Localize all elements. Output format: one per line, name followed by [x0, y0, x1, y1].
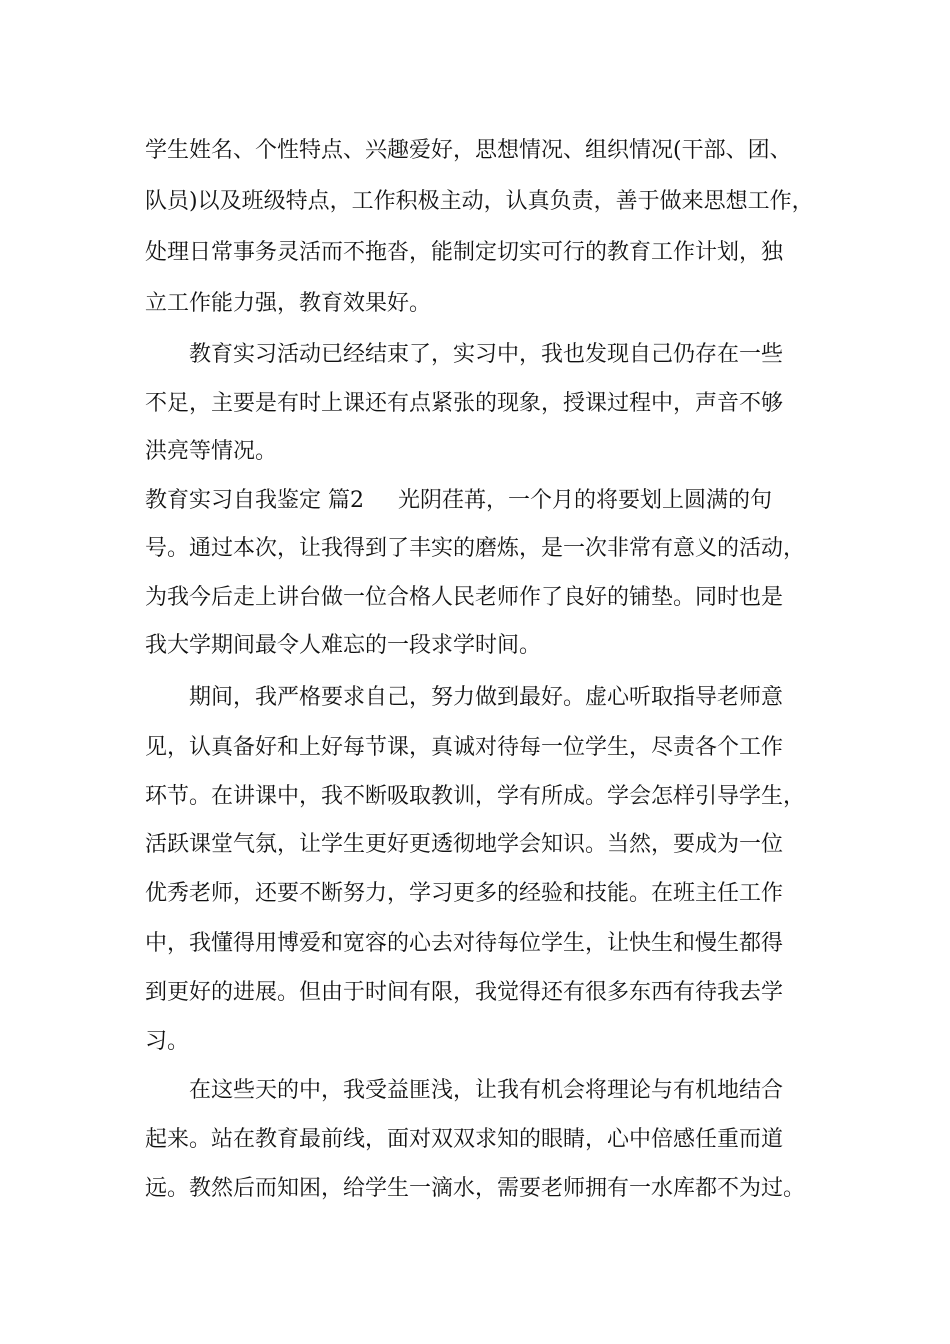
- text-line: 不足，主要是有时上课还有点紧张的现象，授课过程中，声音不够: [145, 391, 784, 416]
- text-line: 队员)以及班级特点，工作积极主动，认真负责，善于做来思想工作，: [145, 189, 814, 214]
- text-line: 远。教然后而知困，给学生一滴水，需要老师拥有一水库都不为过。: [145, 1176, 806, 1201]
- text-line: 学生姓名、个性特点、兴趣爱好，思想情况、组织情况(干部、团、: [145, 138, 792, 163]
- text-line: 我大学期间最令人难忘的一段求学时间。: [145, 633, 542, 658]
- text-line: 起来。站在教育最前线，面对双双求知的眼睛，心中倍感任重而道: [145, 1127, 784, 1152]
- text-line: 立工作能力强，教育效果好。: [145, 291, 432, 316]
- section-heading: 教育实习自我鉴定 篇2: [145, 488, 364, 513]
- text-line: 到更好的进展。但由于时间有限，我觉得还有很多东西有待我去学: [145, 980, 784, 1005]
- text-line: 活跃课堂气氛，让学生更好更透彻地学会知识。当然，要成为一位: [145, 832, 784, 857]
- text-line: 期间，我严格要求自己，努力做到最好。虚心听取指导老师意: [145, 685, 784, 710]
- section-first-line: 光阴荏苒，一个月的将要划上圆满的句: [398, 488, 773, 513]
- text-line: 号。通过本次，让我得到了丰实的磨炼，是一次非常有意义的活动，: [145, 536, 806, 561]
- text-line: 优秀老师，还要不断努力，学习更多的经验和技能。在班主任工作: [145, 881, 784, 906]
- text-line: 为我今后走上讲台做一位合格人民老师作了良好的铺垫。同时也是: [145, 585, 784, 610]
- text-line: 在这些天的中，我受益匪浅，让我有机会将理论与有机地结合: [145, 1078, 784, 1103]
- text-line: 环节。在讲课中，我不断吸取教训，学有所成。学会怎样引导学生，: [145, 784, 806, 809]
- text-line: 习。: [145, 1029, 190, 1054]
- text-line: 教育实习活动已经结束了，实习中，我也发现自己仍存在一些: [145, 342, 784, 367]
- text-line: 洪亮等情况。: [145, 439, 278, 464]
- text-line: 见，认真备好和上好每节课，真诚对待每一位学生，尽责各个工作: [145, 735, 784, 760]
- section-heading-line: [145, 486, 772, 516]
- text-line: 中，我懂得用博爱和宽容的心去对待每位学生，让快生和慢生都得: [145, 931, 784, 956]
- text-line: 处理日常事务灵活而不拖沓，能制定切实可行的教育工作计划，独: [145, 240, 784, 265]
